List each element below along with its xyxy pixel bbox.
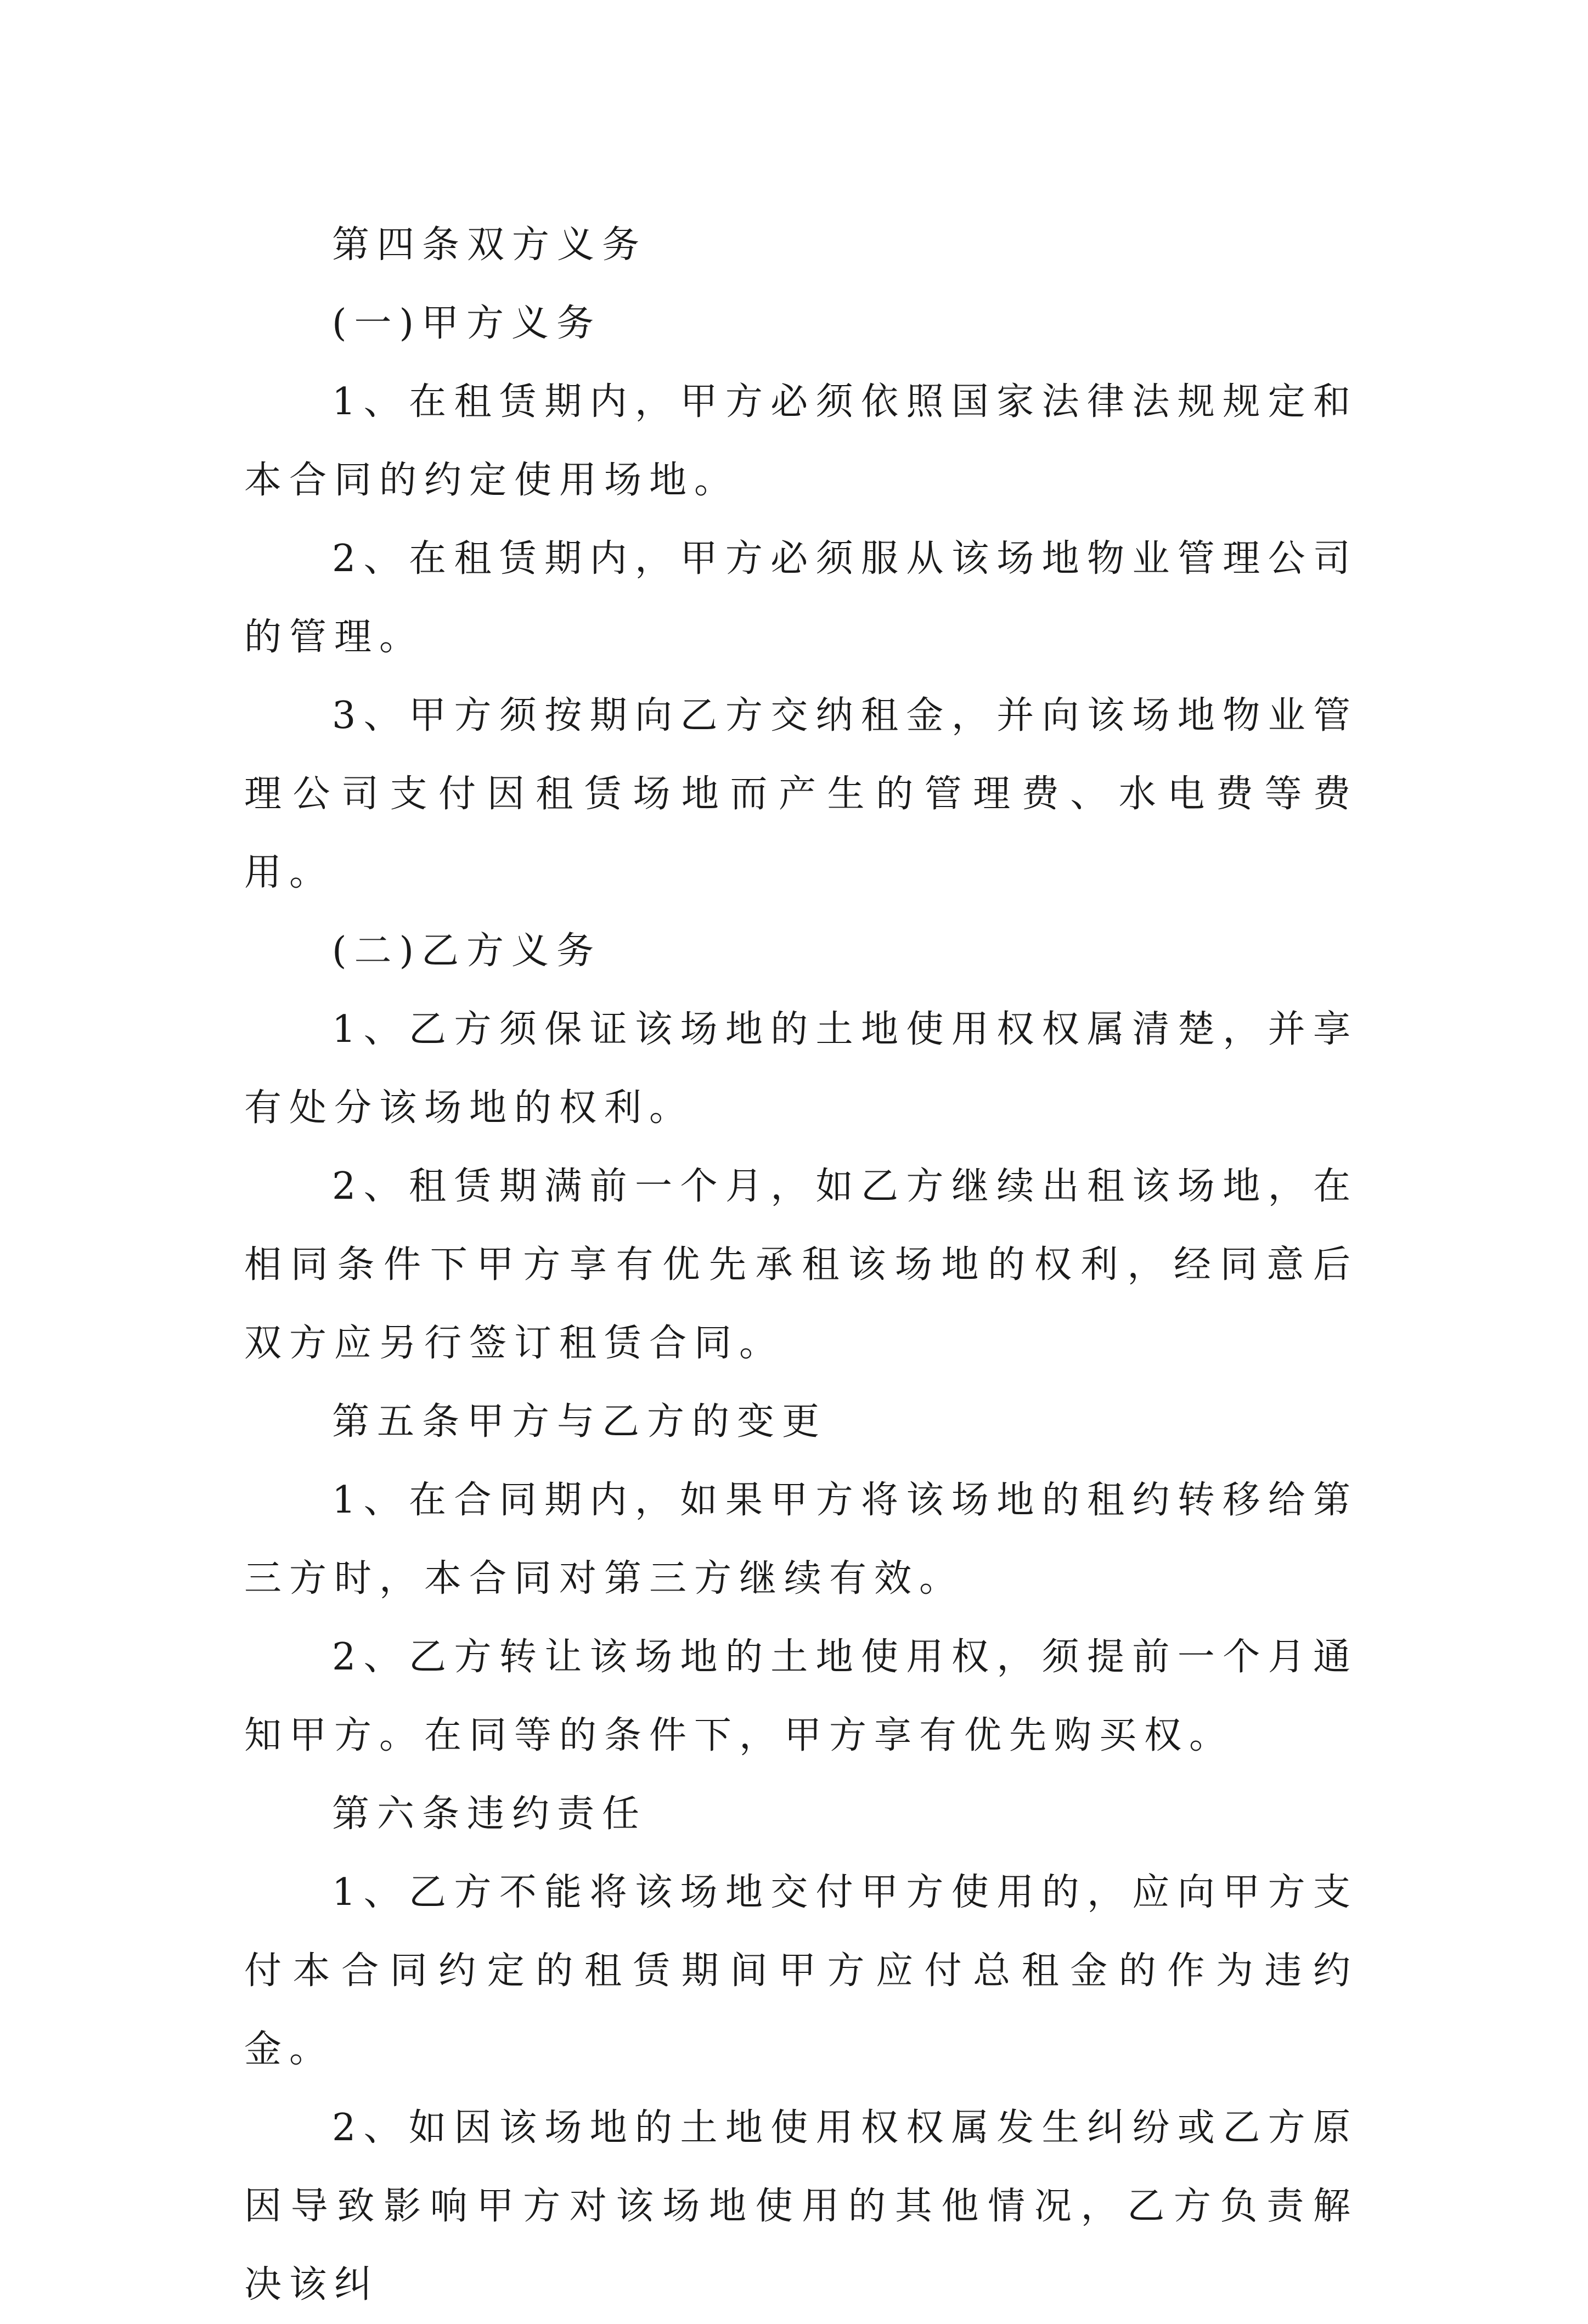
paragraph-liability-item-1: 1、乙方不能将该场地交付甲方使用的，应向甲方支付本合同约定的租赁期间甲方应付总租金的作为违约金。 <box>244 1871 1358 2071</box>
paragraph-party-a-item-3: 3、甲方须按期向乙方交纳租金，并向该场地物业管理公司支付因租赁场地而产生的管理费、水电费等费用。 <box>244 694 1358 894</box>
article-5-heading: 第五条甲方与乙方的变更 <box>332 1400 827 1443</box>
paragraph-party-b-item-2: 2、租赁期满前一个月，如乙方继续出租该场地，在相同条件下甲方享有优先承租该场地的权利，经同意后双方应另行签订租赁合同。 <box>244 1165 1358 1365</box>
document-body <box>244 206 1358 2324</box>
article-6-heading: 第六条违约责任 <box>332 1792 647 1836</box>
paragraph-change-item-1: 1、在合同期内，如果甲方将该场地的租约转移给第三方时，本合同对第三方继续有效。 <box>244 1479 1358 1600</box>
paragraph-party-b-item-1: 1、乙方须保证该场地的土地使用权权属清楚，并享有处分该场地的权利。 <box>244 1008 1358 1130</box>
paragraph-change-item-2: 2、乙方转让该场地的土地使用权，须提前一个月通知甲方。在同等的条件下，甲方享有优先购买权。 <box>244 1635 1358 1757</box>
section-party-b-obligations-heading: (二)乙方义务 <box>332 929 602 973</box>
paragraph-party-a-item-1: 1、在租赁期内，甲方必须依照国家法律法规规定和本合同的约定使用场地。 <box>244 380 1358 502</box>
paragraph-liability-item-2: 2、如因该场地的土地使用权权属发生纠纷或乙方原因导致影响甲方对该场地使用的其他情况，乙方负责解决该纠 <box>244 2106 1358 2306</box>
paragraph-party-a-item-2: 2、在租赁期内，甲方必须服从该场地物业管理公司的管理。 <box>244 537 1358 659</box>
article-4-heading: 第四条双方义务 <box>332 223 647 267</box>
section-party-a-obligations-heading: (一)甲方义务 <box>332 302 602 345</box>
